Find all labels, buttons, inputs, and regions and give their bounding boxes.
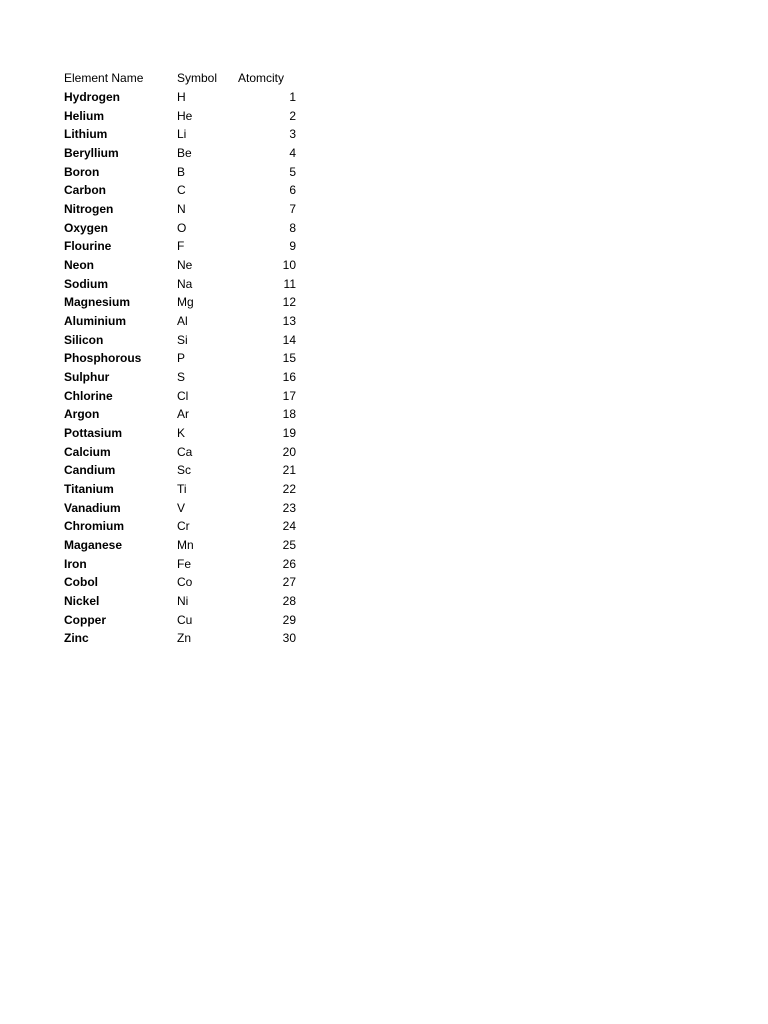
cell-atomicity: 19 [282,426,296,441]
cell-atomicity: 3 [289,127,296,142]
cell-element-name: Zinc [64,631,89,646]
cell-atomicity: 21 [282,463,296,478]
cell-atomicity: 23 [282,500,296,515]
cell-atomicity: 5 [289,164,296,179]
cell-atomicity: 4 [289,146,296,161]
cell-atomicity: 14 [282,332,296,347]
cell-element-name: Maganese [64,538,123,553]
cell-symbol: F [177,239,185,254]
cell-symbol: Ti [177,482,187,497]
cell-symbol: Cl [177,388,189,403]
cell-element-name: Aluminium [64,314,126,329]
column-header-symbol: Symbol [177,71,218,85]
cell-symbol: Mn [177,538,194,553]
cell-symbol: Zn [177,631,192,646]
cell-element-name: Carbon [64,183,106,198]
cell-element-name: Nickel [64,594,100,609]
cell-element-name: Oxygen [64,220,109,235]
cell-element-name: Neon [64,258,94,273]
cell-symbol: He [177,108,193,123]
cell-symbol: Mg [177,295,194,310]
cell-symbol: N [177,202,186,217]
cell-element-name: Silicon [64,332,104,347]
cell-element-name: Hydrogen [64,90,121,104]
cell-element-name: Calcium [64,444,111,459]
cell-symbol: Na [177,276,193,291]
cell-symbol: B [177,164,186,179]
cell-element-name: Pottasium [64,426,123,441]
cell-element-name: Boron [64,164,100,179]
cell-symbol: Cr [177,519,190,534]
cell-symbol: C [177,183,186,198]
cell-atomicity: 12 [282,295,296,310]
cell-atomicity: 18 [282,407,296,422]
cell-symbol: O [177,220,187,235]
cell-symbol: Be [177,146,192,161]
cell-element-name: Copper [64,612,106,627]
cell-atomicity: 26 [282,556,296,571]
cell-atomicity: 24 [282,519,296,534]
cell-element-name: Cobol [64,575,98,590]
cell-element-name: Sodium [64,276,108,291]
cell-atomicity: 9 [289,239,296,254]
cell-symbol: Al [177,314,188,329]
cell-atomicity: 28 [282,594,296,609]
cell-atomicity: 22 [282,482,296,497]
cell-atomicity: 30 [282,631,296,646]
cell-element-name: Vanadium [64,500,121,515]
cell-symbol: Cu [177,612,193,627]
cell-symbol: Sc [177,463,192,478]
cell-element-name: Flourine [64,239,112,254]
cell-element-name: Chromium [64,519,124,534]
cell-element-name: Helium [64,108,105,123]
cell-element-name: Titanium [64,482,114,497]
cell-symbol: Si [177,332,188,347]
cell-symbol: Ne [177,258,193,273]
cell-symbol: Ar [177,407,189,422]
cell-atomicity: 27 [282,575,296,590]
cell-atomicity: 20 [282,444,296,459]
cell-atomicity: 1 [289,90,296,104]
cell-atomicity: 29 [282,612,296,627]
cell-element-name: Beryllium [64,146,119,161]
cell-symbol: Fe [177,556,192,571]
cell-atomicity: 8 [289,220,296,235]
column-header-element-name: Element Name [64,71,144,85]
cell-element-name: Argon [64,407,100,422]
cell-element-name: Magnesium [64,295,131,310]
cell-symbol: Ni [177,594,189,609]
cell-symbol: Ca [177,444,193,459]
cell-symbol: P [177,351,186,366]
cell-atomicity: 7 [289,202,296,217]
cell-element-name: Phosphorous [64,351,142,366]
cell-symbol: K [177,426,186,441]
cell-symbol: S [177,370,186,385]
cell-symbol: H [177,90,186,104]
cell-atomicity: 10 [282,258,296,273]
cell-atomicity: 17 [282,388,296,403]
cell-atomicity: 11 [283,276,296,291]
cell-atomicity: 25 [282,538,296,553]
cell-element-name: Chlorine [64,388,113,403]
cell-atomicity: 13 [282,314,296,329]
cell-element-name: Candium [64,463,116,478]
cell-element-name: Sulphur [64,370,110,385]
cell-symbol: Li [177,127,187,142]
column-header-atomicity: Atomcity [238,71,285,85]
cell-atomicity: 6 [289,183,296,198]
cell-atomicity: 2 [289,108,296,123]
cell-element-name: Lithium [64,127,108,142]
cell-element-name: Nitrogen [64,202,114,217]
cell-symbol: Co [177,575,193,590]
cell-symbol: V [177,500,186,515]
cell-atomicity: 15 [282,351,296,366]
cell-element-name: Iron [64,556,87,571]
cell-atomicity: 16 [282,370,296,385]
